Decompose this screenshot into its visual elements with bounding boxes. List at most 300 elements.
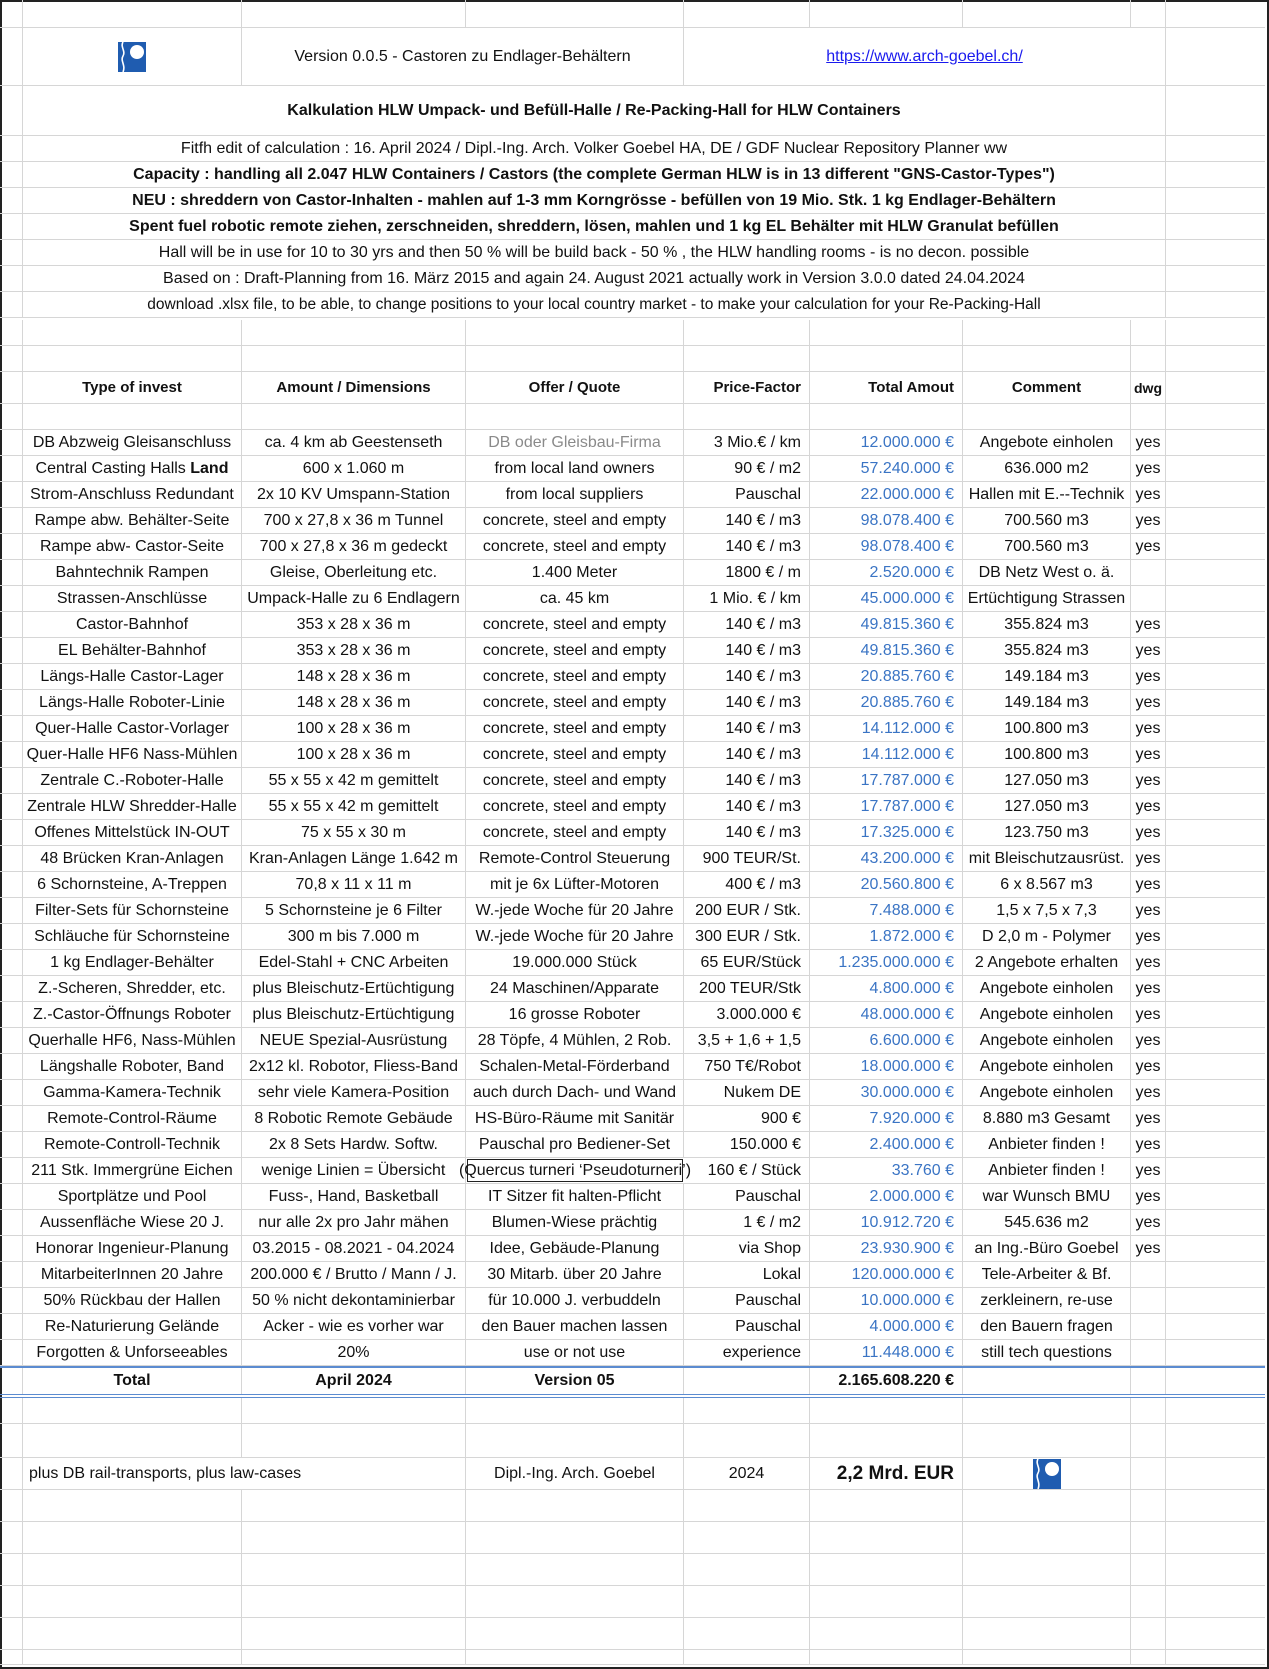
cell-price[interactable]: 140 € / m3 [684,664,810,689]
cell-amount[interactable]: 300 m bis 7.000 m [242,924,466,949]
cell-dwg[interactable]: yes [1131,950,1166,975]
cell-comment[interactable]: Tele-Arbeiter & Bf. [963,1262,1131,1287]
cell-total[interactable]: 6.600.000 € [810,1028,963,1053]
cell-comment[interactable]: Angebote einholen [963,430,1131,455]
empty-cell[interactable] [1166,1554,1265,1585]
empty-cell[interactable] [1166,162,1265,187]
cell-price[interactable]: Pauschal [684,1184,810,1209]
cell-offer[interactable]: concrete, steel and empty [466,794,684,819]
cell-total[interactable]: 20.560.800 € [810,872,963,897]
empty-cell[interactable] [810,1398,963,1423]
cell-amount[interactable]: 2x12 kl. Robotor, Fliess-Band [242,1054,466,1079]
empty-cell[interactable] [1166,1618,1265,1649]
col-dwg-header[interactable]: dwg [1131,372,1166,403]
empty-cell[interactable] [1166,136,1265,161]
cell-amount[interactable]: Fuss-, Hand, Basketball [242,1184,466,1209]
cell-comment[interactable]: 127.050 m3 [963,768,1131,793]
empty-cell[interactable] [1166,1314,1265,1339]
empty-cell[interactable] [1131,0,1166,27]
cell-amount[interactable]: 5 Schornsteine je 6 Filter [242,898,466,923]
cell-price[interactable]: 140 € / m3 [684,508,810,533]
cell-offer[interactable]: Blumen-Wiese prächtig [466,1210,684,1235]
cell-amount[interactable]: 100 x 28 x 36 m [242,742,466,767]
empty-cell[interactable] [0,1424,23,1457]
empty-cell[interactable] [1131,1458,1166,1489]
cell-price[interactable]: 160 € / Stück [684,1158,810,1183]
cell-offer[interactable]: Remote-Control Steuerung [466,846,684,871]
empty-cell[interactable] [1166,214,1265,239]
cell-type[interactable] [23,820,242,845]
cell-type[interactable] [23,690,242,715]
cell-offer[interactable]: (Quercus turneri ‘Pseudoturneri’) [467,1159,683,1182]
cell-offer[interactable]: 19.000.000 Stück [466,950,684,975]
empty-cell[interactable] [810,1522,963,1553]
empty-cell[interactable] [466,1490,684,1521]
cell-type[interactable] [23,664,242,689]
empty-cell[interactable] [0,1618,23,1649]
empty-cell[interactable] [963,1554,1131,1585]
cell-type[interactable] [23,1132,242,1157]
empty-cell[interactable] [0,1586,23,1617]
empty-cell[interactable] [466,1424,684,1457]
empty-cell[interactable] [684,1490,810,1521]
empty-cell[interactable] [684,1586,810,1617]
empty-cell[interactable] [684,1368,810,1394]
empty-cell[interactable] [0,346,23,371]
cell-type[interactable] [23,976,242,1001]
cell-comment[interactable]: war Wunsch BMU [963,1184,1131,1209]
cell-type[interactable] [23,1210,242,1235]
empty-cell[interactable] [1166,1080,1265,1105]
empty-cell[interactable] [23,1554,242,1585]
empty-cell[interactable] [466,1554,684,1585]
empty-cell[interactable] [1166,1522,1265,1553]
cell-offer[interactable]: concrete, steel and empty [466,690,684,715]
empty-cell[interactable] [1166,320,1265,345]
cell-dwg[interactable]: yes [1131,1054,1166,1079]
empty-cell[interactable] [466,0,684,27]
cell-total[interactable]: 18.000.000 € [810,1054,963,1079]
cell-amount[interactable]: 600 x 1.060 m [242,456,466,481]
cell-price[interactable]: 3 Mio.€ / km [684,430,810,455]
cell-total[interactable]: 1.872.000 € [810,924,963,949]
cell-total[interactable]: 17.787.000 € [810,794,963,819]
empty-cell[interactable] [1131,1490,1166,1521]
empty-cell[interactable] [242,320,466,345]
empty-cell[interactable] [1131,1650,1166,1664]
empty-cell[interactable] [1166,240,1265,265]
cell-price[interactable]: 400 € / m3 [684,872,810,897]
empty-cell[interactable] [1166,1340,1265,1365]
cell-comment[interactable]: 8.880 m3 Gesamt [963,1106,1131,1131]
cell-dwg[interactable]: yes [1131,1184,1166,1209]
cell-comment[interactable]: 1,5 x 7,5 x 7,3 [963,898,1131,923]
cell-total[interactable]: 1.235.000.000 € [810,950,963,975]
cell-dwg[interactable]: yes [1131,820,1166,845]
cell-type[interactable] [23,1288,242,1313]
cell-type[interactable] [23,482,242,507]
cell-total[interactable]: 4.000.000 € [810,1314,963,1339]
cell-comment[interactable]: 123.750 m3 [963,820,1131,845]
empty-cell[interactable] [963,1368,1131,1394]
cell-offer[interactable]: from local land owners [466,456,684,481]
cell-total[interactable]: 57.240.000 € [810,456,963,481]
empty-cell[interactable] [684,320,810,345]
cell-comment[interactable]: 700.560 m3 [963,534,1131,559]
cell-type[interactable] [23,1158,242,1183]
cell-total[interactable]: 30.000.000 € [810,1080,963,1105]
cell-type[interactable] [23,950,242,975]
cell-price[interactable]: 3.000.000 € [684,1002,810,1027]
cell-dwg[interactable]: yes [1131,976,1166,1001]
empty-cell[interactable] [1166,372,1265,403]
cell-amount[interactable]: 55 x 55 x 42 m gemittelt [242,768,466,793]
cell-comment[interactable]: 100.800 m3 [963,742,1131,767]
empty-cell[interactable] [1131,1586,1166,1617]
empty-cell[interactable] [810,1586,963,1617]
cell-dwg[interactable]: yes [1131,690,1166,715]
cell-offer[interactable]: concrete, steel and empty [466,664,684,689]
cell-offer[interactable]: IT Sitzer fit halten-Pflicht [466,1184,684,1209]
empty-cell[interactable] [23,1586,242,1617]
cell-type[interactable] [23,872,242,897]
empty-cell[interactable] [810,1424,963,1457]
empty-cell[interactable] [963,1398,1131,1423]
cell-total[interactable]: 14.112.000 € [810,742,963,767]
empty-cell[interactable] [1166,976,1265,1001]
cell-total[interactable]: 20.885.760 € [810,664,963,689]
empty-cell[interactable] [810,346,963,371]
empty-cell[interactable] [1166,1028,1265,1053]
cell-comment[interactable]: 149.184 m3 [963,690,1131,715]
cell-comment[interactable]: DB Netz West o. ä. [963,560,1131,585]
empty-cell[interactable] [684,1522,810,1553]
cell-offer[interactable]: from local suppliers [466,482,684,507]
cell-offer[interactable]: 1.400 Meter [466,560,684,585]
cell-type[interactable] [23,612,242,637]
cell-offer[interactable]: use or not use [466,1340,684,1365]
cell-offer[interactable]: Pauschal pro Bediener-Set [466,1132,684,1157]
empty-cell[interactable] [23,1424,242,1457]
cell-amount[interactable]: 20% [242,1340,466,1365]
empty-cell[interactable] [466,1618,684,1649]
cell-price[interactable]: 900 TEUR/St. [684,846,810,871]
empty-cell[interactable] [1166,1184,1265,1209]
cell-offer[interactable]: concrete, steel and empty [466,768,684,793]
empty-cell[interactable] [1166,716,1265,741]
cell-dwg[interactable]: yes [1131,1210,1166,1235]
empty-cell[interactable] [242,1398,466,1423]
empty-cell[interactable] [1166,188,1265,213]
cell-amount[interactable]: wenige Linien = Übersicht [242,1158,466,1183]
cell-amount[interactable]: 100 x 28 x 36 m [242,716,466,741]
cell-dwg[interactable]: yes [1131,742,1166,767]
cell-total[interactable]: 2.520.000 € [810,560,963,585]
cell-dwg[interactable] [1131,586,1166,611]
cell-comment[interactable]: Angebote einholen [963,976,1131,1001]
cell-comment[interactable]: Ertüchtigung Strassen [963,586,1131,611]
cell-type[interactable] [23,1314,242,1339]
cell-comment[interactable]: 149.184 m3 [963,664,1131,689]
empty-cell[interactable] [466,1398,684,1423]
cell-price[interactable]: 140 € / m3 [684,820,810,845]
cell-price[interactable]: Lokal [684,1262,810,1287]
empty-cell[interactable] [23,1618,242,1649]
cell-amount[interactable]: NEUE Spezial-Ausrüstung [242,1028,466,1053]
col-offer-header[interactable]: Offer / Quote [466,372,684,403]
cell-price[interactable]: 200 EUR / Stk. [684,898,810,923]
empty-cell[interactable] [810,1490,963,1521]
cell-total[interactable]: 98.078.400 € [810,534,963,559]
empty-cell[interactable] [0,1522,23,1553]
cell-comment[interactable]: 2 Angebote erhalten [963,950,1131,975]
cell-type[interactable] [23,1236,242,1261]
empty-cell[interactable] [963,320,1131,345]
empty-cell[interactable] [1166,560,1265,585]
cell-price[interactable]: 90 € / m2 [684,456,810,481]
cell-offer[interactable]: ca. 45 km [466,586,684,611]
empty-cell[interactable] [1131,404,1166,429]
empty-cell[interactable] [1166,1054,1265,1079]
empty-cell[interactable] [1131,1398,1166,1423]
cell-offer[interactable]: concrete, steel and empty [466,508,684,533]
cell-dwg[interactable]: yes [1131,1002,1166,1027]
empty-cell[interactable] [684,1424,810,1457]
empty-cell[interactable] [1166,768,1265,793]
cell-type[interactable] [23,742,242,767]
cell-offer[interactable]: W.-jede Woche für 20 Jahre [466,924,684,949]
cell-amount[interactable]: 2x 8 Sets Hardw. Softw. [242,1132,466,1157]
cell-offer[interactable]: mit je 6x Lüfter-Motoren [466,872,684,897]
cell-total[interactable]: 22.000.000 € [810,482,963,507]
cell-total[interactable]: 23.930.900 € [810,1236,963,1261]
cell-dwg[interactable]: yes [1131,508,1166,533]
empty-cell[interactable] [684,404,810,429]
website-link[interactable]: https://www.arch-goebel.ch/ [684,28,1166,85]
cell-offer[interactable]: DB oder Gleisbau-Firma [466,430,684,455]
cell-amount[interactable]: 353 x 28 x 36 m [242,638,466,663]
cell-comment[interactable]: D 2,0 m - Polymer [963,924,1131,949]
cell-total[interactable]: 17.325.000 € [810,820,963,845]
cell-type[interactable] [23,1106,242,1131]
empty-cell[interactable] [963,1522,1131,1553]
cell-comment[interactable]: zerkleinern, re-use [963,1288,1131,1313]
cell-price[interactable]: 750 T€/Robot [684,1054,810,1079]
cell-offer[interactable]: 16 grosse Roboter [466,1002,684,1027]
cell-amount[interactable]: plus Bleischutz-Ertüchtigung [242,976,466,1001]
cell-price[interactable]: 140 € / m3 [684,794,810,819]
empty-cell[interactable] [1166,794,1265,819]
empty-cell[interactable] [963,1424,1131,1457]
empty-cell[interactable] [963,1586,1131,1617]
cell-total[interactable]: 17.787.000 € [810,768,963,793]
empty-cell[interactable] [1166,1132,1265,1157]
cell-total[interactable]: 10.000.000 € [810,1288,963,1313]
empty-cell[interactable] [242,1490,466,1521]
cell-comment[interactable]: an Ing.-Büro Goebel [963,1236,1131,1261]
cell-comment[interactable]: den Bauern fragen [963,1314,1131,1339]
cell-price[interactable]: 140 € / m3 [684,690,810,715]
cell-amount[interactable]: 200.000 € / Brutto / Mann / J. [242,1262,466,1287]
empty-cell[interactable] [1131,1522,1166,1553]
cell-dwg[interactable]: yes [1131,924,1166,949]
cell-comment[interactable]: Hallen mit E.--Technik [963,482,1131,507]
cell-price[interactable]: 140 € / m3 [684,716,810,741]
empty-cell[interactable] [1166,1210,1265,1235]
cell-total[interactable]: 98.078.400 € [810,508,963,533]
cell-total[interactable]: 4.800.000 € [810,976,963,1001]
cell-comment[interactable]: Anbieter finden ! [963,1132,1131,1157]
empty-cell[interactable] [1166,404,1265,429]
cell-offer[interactable]: auch durch Dach- und Wand [466,1080,684,1105]
empty-cell[interactable] [1166,430,1265,455]
cell-type[interactable] [23,456,242,481]
cell-dwg[interactable]: yes [1131,638,1166,663]
cell-comment[interactable]: mit Bleischutzausrüst. [963,846,1131,871]
cell-total[interactable]: 20.885.760 € [810,690,963,715]
cell-dwg[interactable]: yes [1131,456,1166,481]
cell-amount[interactable]: 700 x 27,8 x 36 m gedeckt [242,534,466,559]
empty-cell[interactable] [1166,1398,1265,1423]
cell-offer[interactable]: Schalen-Metal-Förderband [466,1054,684,1079]
col-comment-header[interactable]: Comment [963,372,1131,403]
cell-amount[interactable]: 50 % nicht dekontaminierbar [242,1288,466,1313]
empty-cell[interactable] [1166,0,1265,27]
cell-total[interactable]: 10.912.720 € [810,1210,963,1235]
cell-dwg[interactable]: yes [1131,1028,1166,1053]
empty-cell[interactable] [1166,456,1265,481]
col-price-header[interactable]: Price-Factor [684,372,810,403]
empty-cell[interactable] [1166,482,1265,507]
cell-comment[interactable]: 700.560 m3 [963,508,1131,533]
cell-type[interactable] [23,716,242,741]
cell-dwg[interactable]: yes [1131,482,1166,507]
cell-dwg[interactable]: yes [1131,846,1166,871]
cell-dwg[interactable]: yes [1131,534,1166,559]
cell-amount[interactable]: ca. 4 km ab Geestenseth [242,430,466,455]
cell-amount[interactable]: 03.2015 - 08.2021 - 04.2024 [242,1236,466,1261]
cell-total[interactable]: 33.760 € [810,1158,963,1183]
cell-price[interactable]: experience [684,1340,810,1365]
empty-cell[interactable] [1166,950,1265,975]
cell-dwg[interactable]: yes [1131,768,1166,793]
empty-cell[interactable] [1166,898,1265,923]
empty-cell[interactable] [0,1490,23,1521]
cell-dwg[interactable] [1131,560,1166,585]
cell-dwg[interactable]: yes [1131,1080,1166,1105]
empty-cell[interactable] [23,1490,242,1521]
cell-comment[interactable]: Angebote einholen [963,1054,1131,1079]
cell-offer[interactable]: concrete, steel and empty [466,612,684,637]
empty-cell[interactable] [1166,534,1265,559]
cell-dwg[interactable]: yes [1131,430,1166,455]
cell-price[interactable]: 3,5 + 1,6 + 1,5 [684,1028,810,1053]
cell-dwg[interactable]: yes [1131,898,1166,923]
empty-cell[interactable] [810,1554,963,1585]
cell-offer[interactable]: W.-jede Woche für 20 Jahre [466,898,684,923]
cell-type[interactable] [23,1002,242,1027]
empty-cell[interactable] [1166,664,1265,689]
col-total-header[interactable]: Total Amout [810,372,963,403]
empty-cell[interactable] [1131,320,1166,345]
empty-cell[interactable] [1131,346,1166,371]
cell-offer[interactable]: 28 Töpfe, 4 Mühlen, 2 Rob. [466,1028,684,1053]
cell-amount[interactable]: Acker - wie es vorher war [242,1314,466,1339]
empty-cell[interactable] [684,0,810,27]
cell-type[interactable] [23,1080,242,1105]
cell-comment[interactable]: still tech questions [963,1340,1131,1365]
empty-cell[interactable] [0,404,23,429]
empty-cell[interactable] [1166,1650,1265,1664]
cell-comment[interactable]: 355.824 m3 [963,612,1131,637]
cell-type[interactable] [23,508,242,533]
cell-price[interactable]: 150.000 € [684,1132,810,1157]
empty-cell[interactable] [684,346,810,371]
empty-cell[interactable] [23,1398,242,1423]
cell-amount[interactable]: 2x 10 KV Umspann-Station [242,482,466,507]
empty-cell[interactable] [1166,292,1265,317]
empty-cell[interactable] [23,320,242,345]
empty-cell[interactable] [1166,612,1265,637]
empty-cell[interactable] [1166,1288,1265,1313]
cell-dwg[interactable] [1131,1314,1166,1339]
cell-offer[interactable]: concrete, steel and empty [466,716,684,741]
empty-cell[interactable] [0,0,23,27]
cell-comment[interactable]: 127.050 m3 [963,794,1131,819]
cell-total[interactable]: 45.000.000 € [810,586,963,611]
cell-dwg[interactable]: yes [1131,1132,1166,1157]
cell-dwg[interactable]: yes [1131,716,1166,741]
cell-total[interactable]: 2.400.000 € [810,1132,963,1157]
empty-cell[interactable] [0,320,23,345]
empty-cell[interactable] [810,1650,963,1664]
empty-cell[interactable] [1166,1236,1265,1261]
cell-type[interactable] [23,430,242,455]
cell-offer[interactable]: concrete, steel and empty [466,742,684,767]
empty-cell[interactable] [810,404,963,429]
empty-cell[interactable] [963,1490,1131,1521]
cell-comment[interactable]: Anbieter finden ! [963,1158,1131,1183]
cell-comment[interactable]: 100.800 m3 [963,716,1131,741]
cell-price[interactable]: 200 TEUR/Stk [684,976,810,1001]
empty-cell[interactable] [466,346,684,371]
cell-comment[interactable]: Angebote einholen [963,1080,1131,1105]
empty-cell[interactable] [1166,586,1265,611]
cell-total[interactable]: 120.000.000 € [810,1262,963,1287]
empty-cell[interactable] [242,1554,466,1585]
cell-amount[interactable]: sehr viele Kamera-Position [242,1080,466,1105]
empty-cell[interactable] [1166,508,1265,533]
empty-cell[interactable] [1166,346,1265,371]
cell-price[interactable]: Nukem DE [684,1080,810,1105]
empty-cell[interactable] [963,0,1131,27]
empty-cell[interactable] [242,1618,466,1649]
cell-dwg[interactable]: yes [1131,794,1166,819]
cell-offer[interactable]: concrete, steel and empty [466,820,684,845]
empty-cell[interactable] [1166,742,1265,767]
empty-cell[interactable] [1131,1368,1166,1394]
cell-type[interactable] [23,846,242,871]
cell-offer[interactable]: concrete, steel and empty [466,534,684,559]
cell-amount[interactable]: Edel-Stahl + CNC Arbeiten [242,950,466,975]
empty-cell[interactable] [1166,1490,1265,1521]
cell-comment[interactable]: 545.636 m2 [963,1210,1131,1235]
empty-cell[interactable] [1131,1424,1166,1457]
empty-cell[interactable] [963,1618,1131,1649]
cell-price[interactable]: 140 € / m3 [684,768,810,793]
empty-cell[interactable] [242,0,466,27]
cell-total[interactable]: 12.000.000 € [810,430,963,455]
